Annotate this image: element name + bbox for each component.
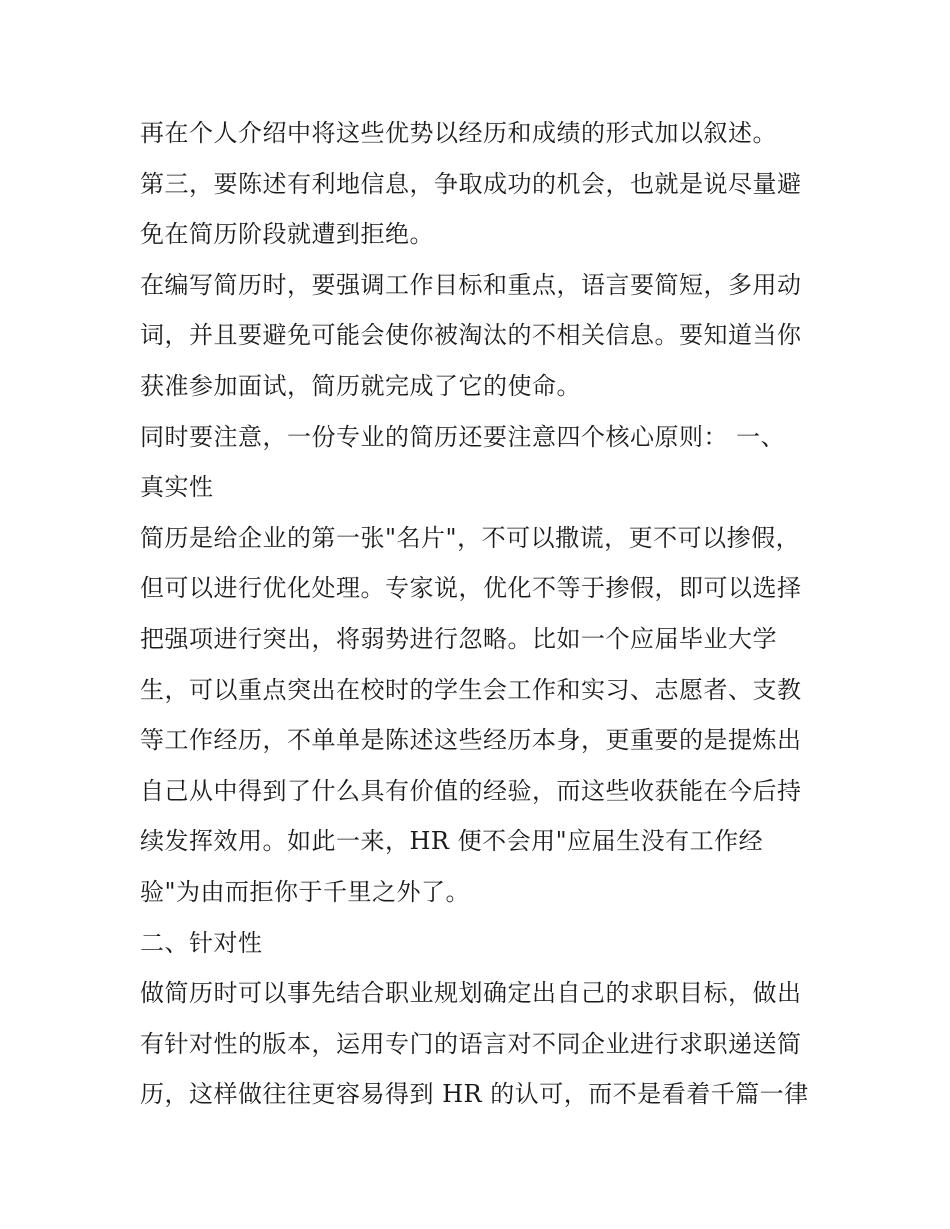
- text-line: 再在个人介绍中将这些优势以经历和成绩的形式加以叙述。: [140, 119, 777, 147]
- text-line: 续发挥效用。如此一来，HR 便不会用"应届生没有工作经: [140, 827, 764, 856]
- text-line: 在编写简历时，要强调工作目标和重点，语言要简短，多用动: [140, 270, 802, 299]
- text-line: 等工作经历，不单单是陈述这些经历本身，更重要的是提炼出: [140, 726, 802, 755]
- text-line: 获准参加面试，简历就完成了它的使命。: [140, 371, 581, 400]
- text-line: 免在简历阶段就遭到拒绝。: [140, 220, 434, 249]
- text-line: 有针对性的版本，运用专门的语言对不同企业进行求职递送简: [140, 1029, 802, 1058]
- section-heading: 二、针对性: [140, 928, 263, 957]
- text-line: 生，可以重点突出在校时的学生会工作和实习、志愿者、支教: [140, 675, 802, 704]
- text-line: 但可以进行优化处理。专家说，优化不等于掺假，即可以选择: [140, 574, 802, 603]
- text-line: 第三，要陈述有利地信息，争取成功的机会，也就是说尽量避: [140, 169, 802, 198]
- text-line: 把强项进行突出，将弱势进行忽略。比如一个应届毕业大学: [140, 624, 777, 653]
- text-line: 历，这样做往往更容易得到 HR 的认可，而不是看着千篇一律: [140, 1080, 809, 1109]
- document-body: [140, 108, 830, 1120]
- text-line: 同时要注意，一份专业的简历还要注意四个核心原则： 一、: [140, 422, 786, 451]
- text-line: 验"为由而拒你于千里之外了。: [140, 877, 471, 906]
- text-line: 简历是给企业的第一张"名片"，不可以撒谎，更不可以掺假，: [140, 523, 801, 552]
- text-line: 自己从中得到了什么具有价值的经验，而这些收获能在今后持: [140, 776, 802, 805]
- text-line: 词，并且要避免可能会使你被淘汰的不相关信息。要知道当你: [140, 321, 802, 350]
- section-heading: 真实性: [140, 473, 214, 502]
- text-line: 做简历时可以事先结合职业规划确定出自己的求职目标，做出: [140, 979, 802, 1008]
